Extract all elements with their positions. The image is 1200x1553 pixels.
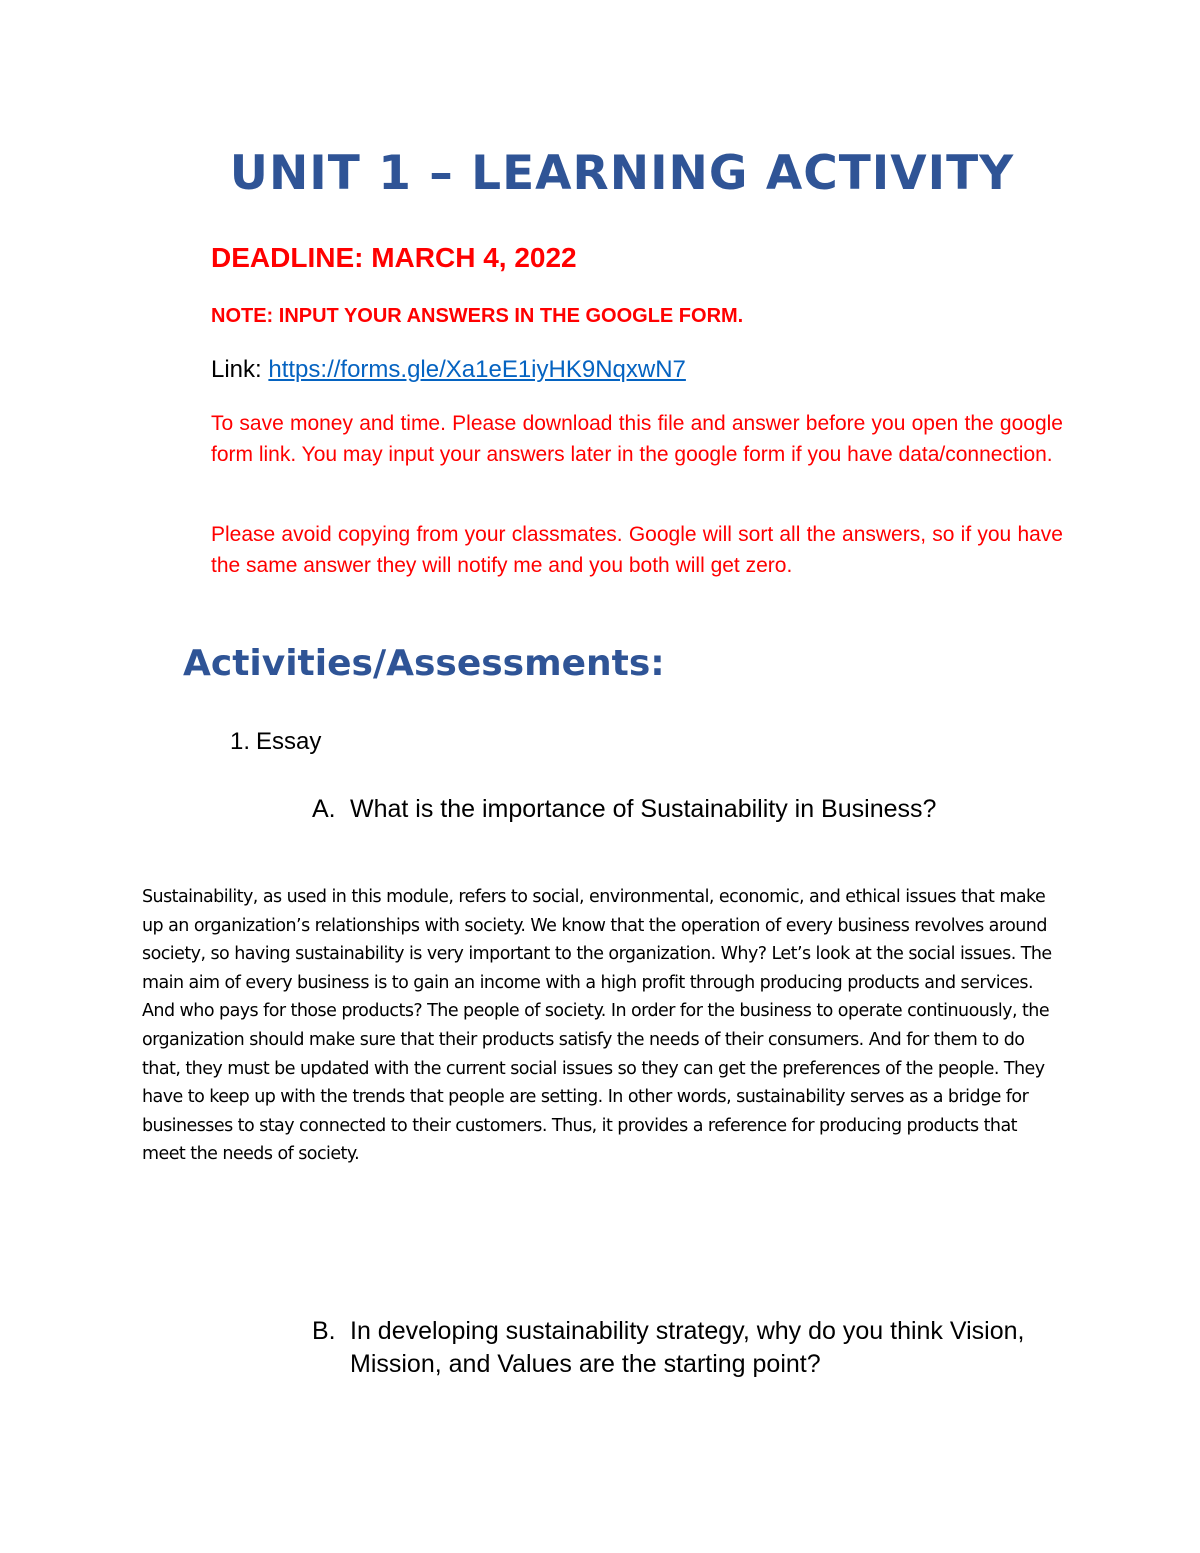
document-title: UNIT 1 – LEARNING ACTIVITY bbox=[229, 146, 1015, 201]
answer-a-paragraph: Sustainability, as used in this module, refers to social, environmental, economic, and ethical issues that make up an organization’s relationships with society. We know that the operation of every business revolves around society, so having sustainability is very important to the organization. Why? Let’s look at the social issues. The main aim of every business is to gain an income with a high profit through producing products and services. And who pays for those products? The people of society. In order for the business to operate continuously, the organization should make sure that their products satisfy the needs of their consumers. And for them to do that, they must be updated with the current social issues so they can get the preferences of the people. They have to keep up with the trends that people are setting. In other words, sustainability serves as a bridge for businesses to stay connected to their customers. Thus, it provides a reference for producing products that meet the needs of society. bbox=[142, 887, 1052, 1165]
question-a bbox=[312, 793, 1032, 826]
instruction-paragraph: To save money and time. Please download this file and answer before you open the google form link. You may input your answers later in the google form if you have data/connection. bbox=[211, 412, 1063, 466]
question-b bbox=[312, 1315, 1032, 1381]
list-number: 1. bbox=[230, 728, 251, 755]
link-label: Link: bbox=[211, 356, 269, 383]
link-line bbox=[211, 356, 686, 384]
question-a-text: What is the importance of Sustainability in Business? bbox=[350, 795, 937, 823]
list-label: Essay bbox=[256, 728, 322, 755]
question-b-label: B. bbox=[312, 1317, 336, 1345]
question-a-label: A. bbox=[312, 795, 336, 823]
question-b-text: In developing sustainability strategy, why do you think Vision, Mission, and Values are the starting point? bbox=[350, 1317, 1025, 1378]
deadline-text: DEADLINE: MARCH 4, 2022 bbox=[211, 242, 577, 273]
section-heading: Activities/Assessments: bbox=[183, 643, 665, 684]
warning-paragraph: Please avoid copying from your classmates. Google will sort all the answers, so if you have the same answer they will notify me and you both will get zero. bbox=[211, 523, 1063, 577]
google-form-link[interactable]: https://forms.gle/Xa1eE1iyHK9NqxwN7 bbox=[268, 356, 686, 383]
note-text: NOTE: INPUT YOUR ANSWERS IN THE GOOGLE FORM. bbox=[211, 305, 744, 327]
list-item-essay bbox=[230, 728, 321, 756]
